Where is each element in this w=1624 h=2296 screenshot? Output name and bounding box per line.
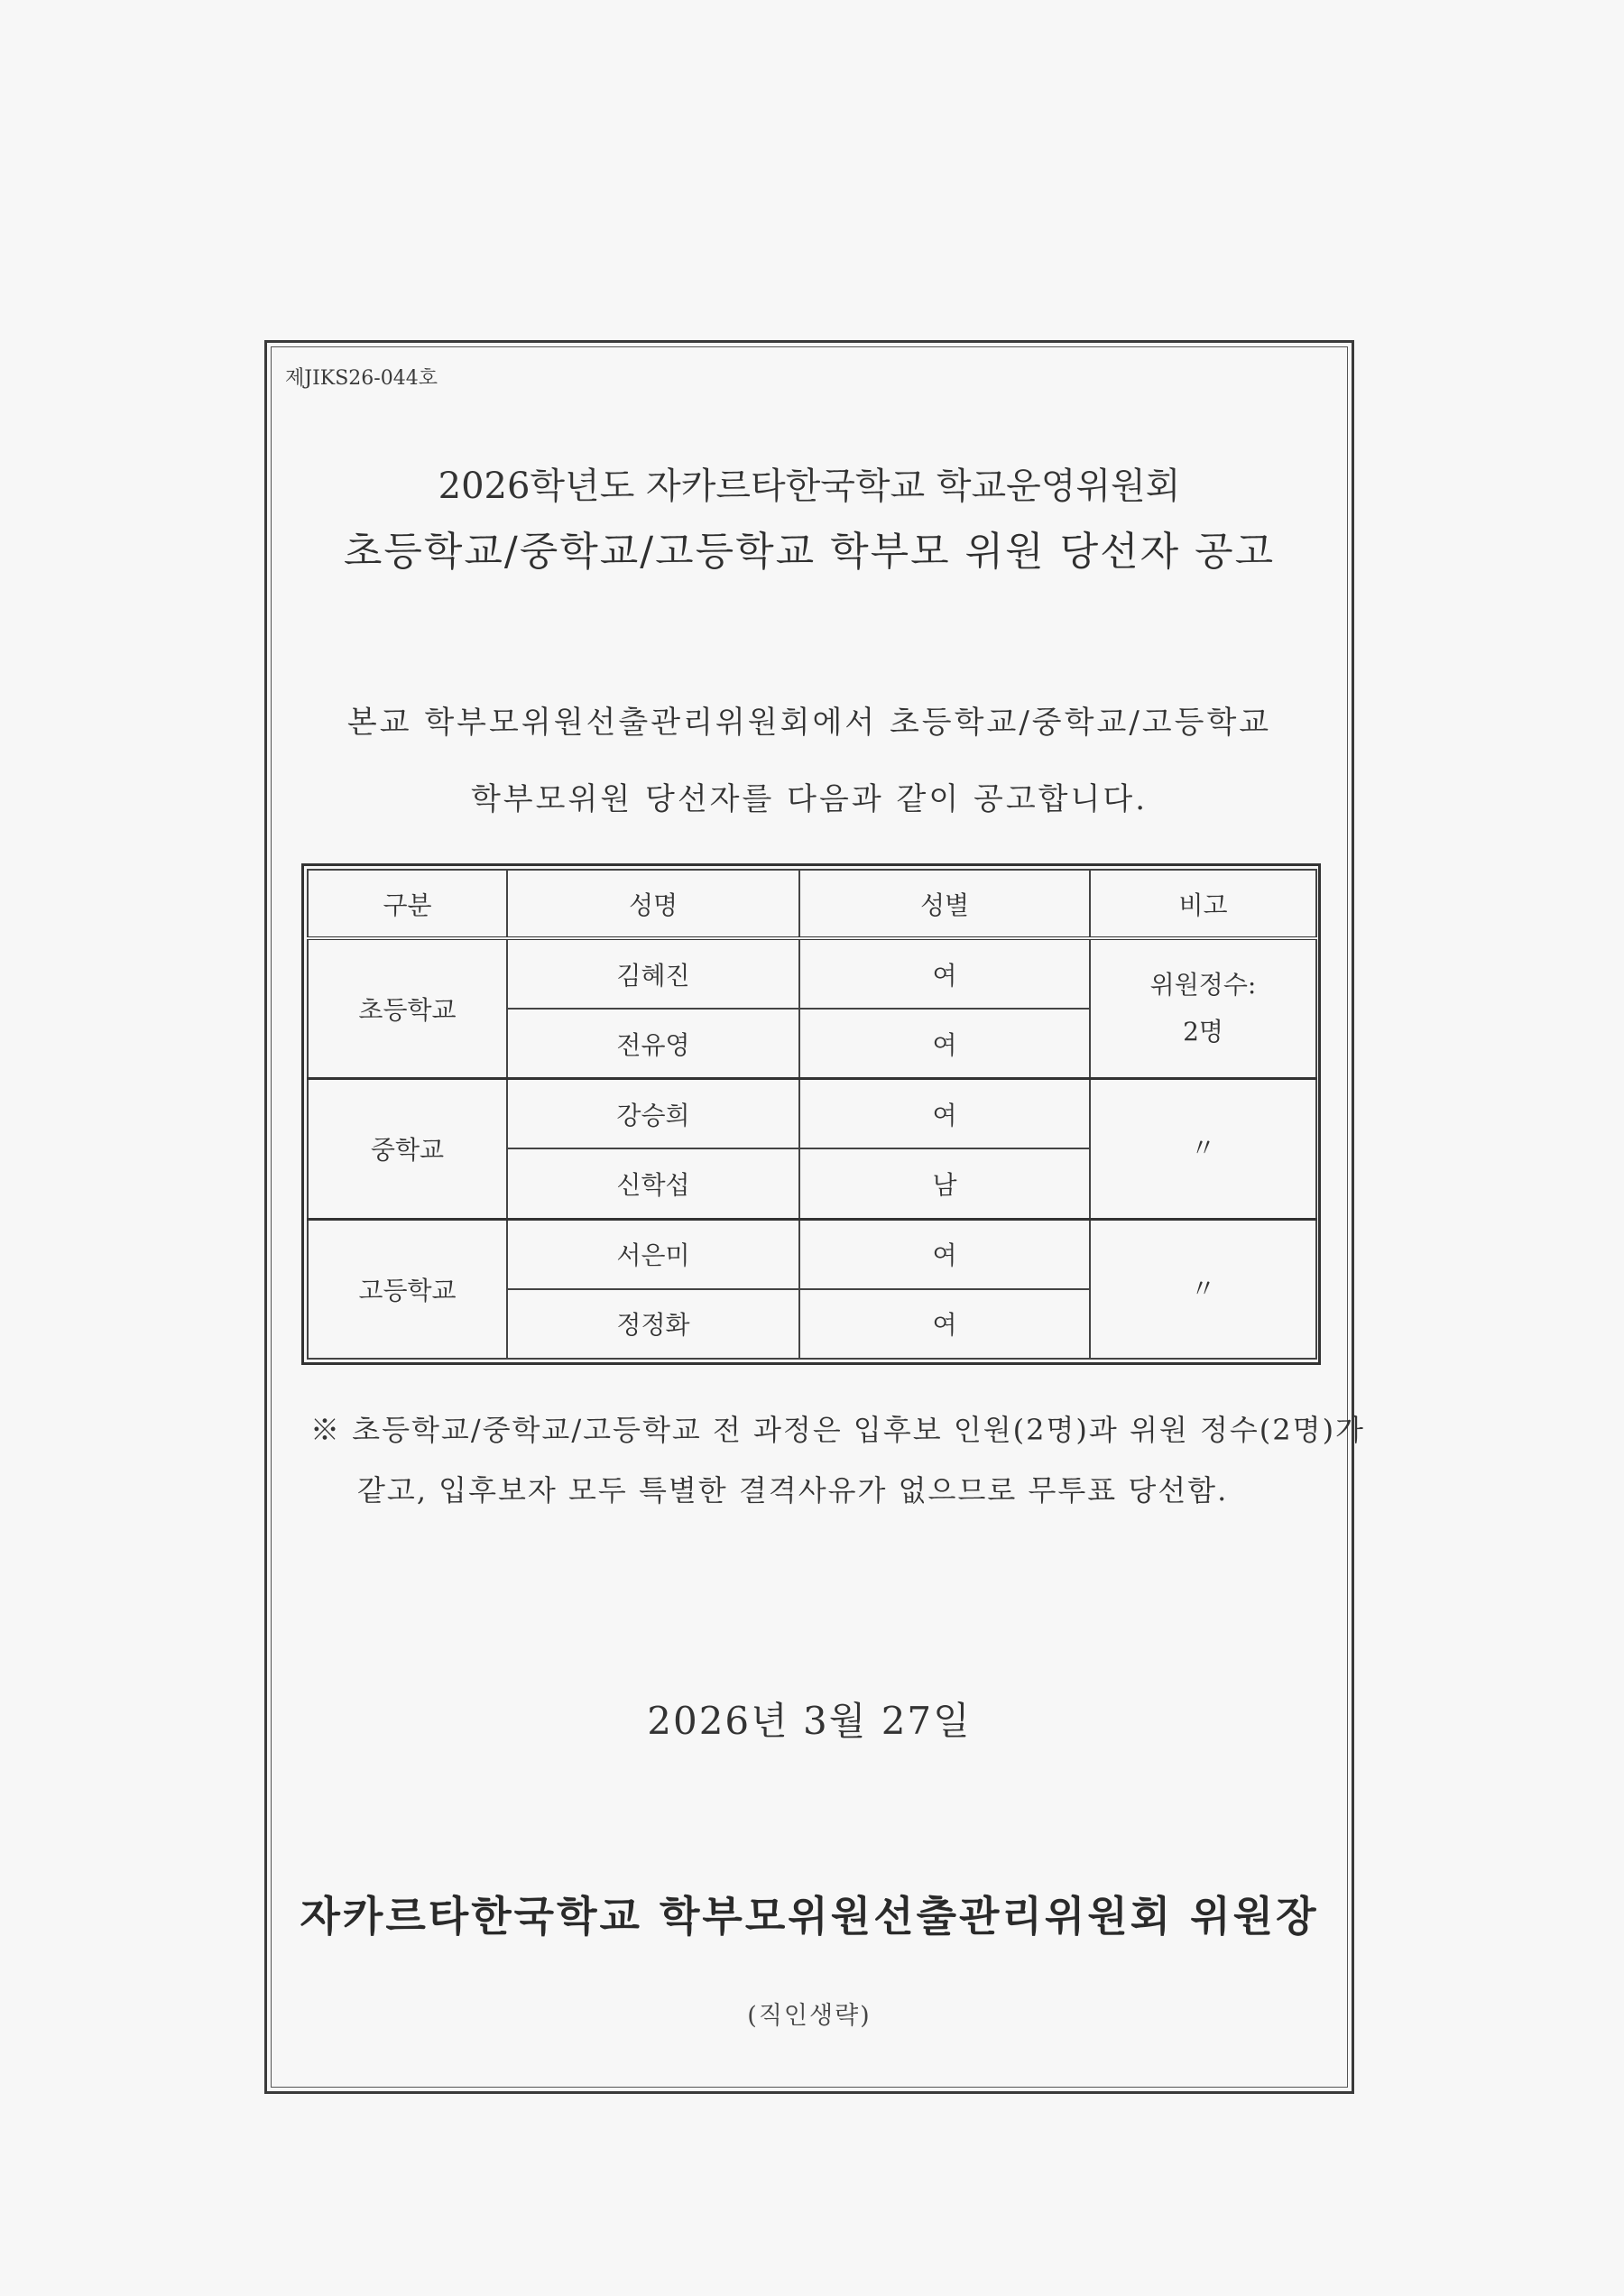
header-gender: 성별 [799,870,1090,938]
name-cell: 강승희 [507,1079,799,1149]
document-title-line1: 2026학년도 자카르타한국학교 학교운영위원회 [438,466,1181,507]
table-row [308,938,1316,1009]
seal-omitted-note: (직인생략) [747,2002,872,2030]
gender-cell: 여 [799,1219,1090,1289]
notice-text-line1: ※ 초등학교/중학교/고등학교 전 과정은 입후보 인원(2명)과 위원 정수(2명)가 [310,1413,1365,1447]
results-table-frame [301,863,1321,1365]
header-division: 구분 [308,870,507,938]
division-cell: 초등학교 [308,938,507,1079]
division-cell: 중학교 [308,1079,507,1219]
document-border [264,340,1365,2094]
results-table [307,869,1317,1360]
note-line1: 〃 [1190,1273,1216,1304]
gender-cell: 여 [799,1009,1090,1079]
gender-cell: 여 [799,938,1090,1009]
signer-title: 자카르타한국학교 학부모위원선출관리위원회 위원장 [300,1892,1319,1941]
name-cell: 신학섭 [507,1148,799,1219]
announcement-date: 2026년 3월 27일 [647,1699,972,1743]
document-title-line2: 초등학교/중학교/고등학교 학부모 위원 당선자 공고 [343,529,1276,575]
name-cell: 전유영 [507,1009,799,1079]
note-cell [1090,1219,1316,1359]
name-cell: 서은미 [507,1219,799,1289]
table-row [308,1079,1316,1149]
note-cell [1090,938,1316,1079]
note-cell [1090,1079,1316,1219]
name-cell: 정정화 [507,1289,799,1359]
intro-text-line1: 본교 학부모위원선출관리위원회에서 초등학교/중학교/고등학교 [346,705,1272,741]
header-name: 성명 [507,870,799,938]
name-cell: 김혜진 [507,938,799,1009]
notice-text-line2: 같고, 입후보자 모두 특별한 결격사유가 없으므로 무투표 당선함. [357,1473,1229,1508]
table-header-row [308,870,1316,938]
note-line2: 2명 [1183,1017,1223,1047]
gender-cell: 여 [799,1289,1090,1359]
gender-cell: 여 [799,1079,1090,1149]
division-cell: 고등학교 [308,1219,507,1359]
table-row [308,1219,1316,1289]
note-line1: 〃 [1190,1133,1216,1164]
document-number: 제JIKS26-044호 [285,367,438,390]
header-note: 비고 [1090,870,1316,938]
note-line1: 위원정수: [1149,970,1257,1000]
intro-text-line2: 학부모위원 당선자를 다음과 같이 공고합니다. [470,781,1149,817]
gender-cell: 남 [799,1148,1090,1219]
